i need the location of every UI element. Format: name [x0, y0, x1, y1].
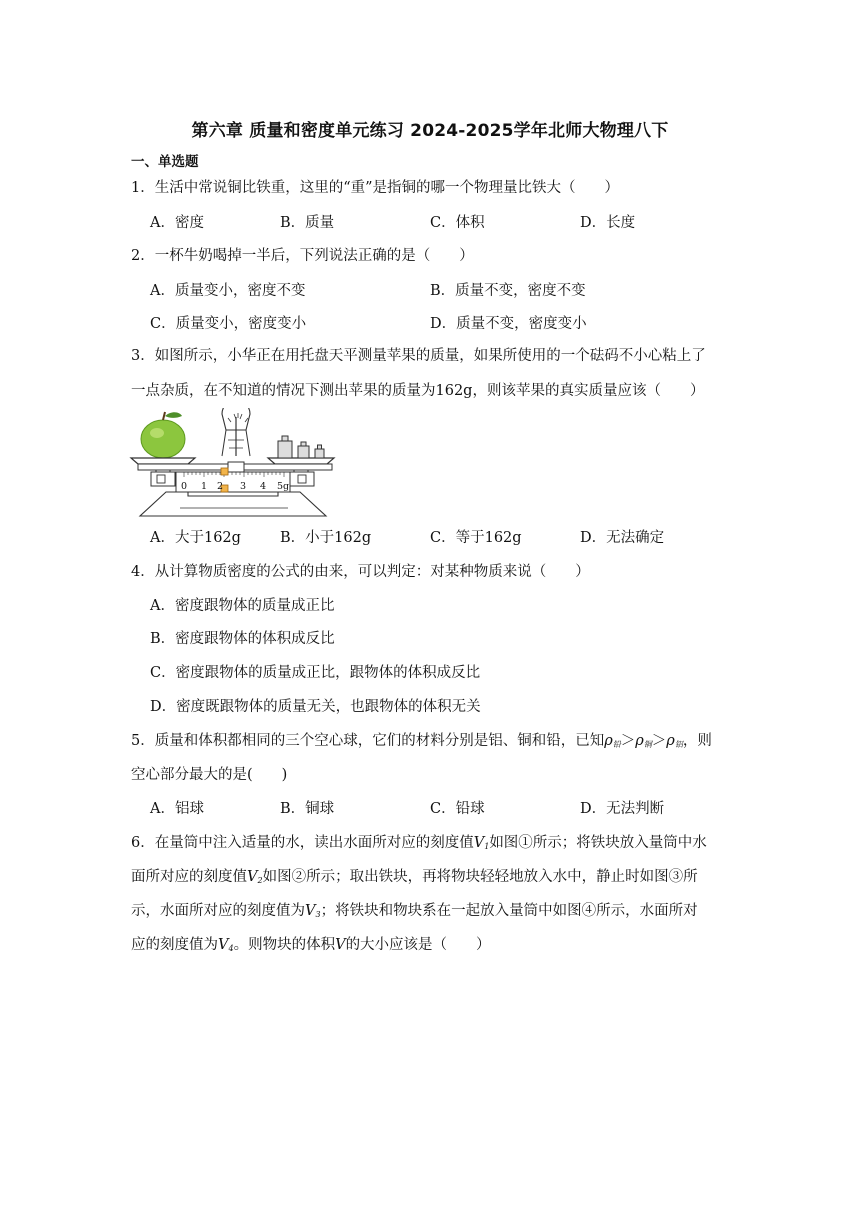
question-6-text: 的大小应该是（ ） — [345, 937, 491, 953]
question-5-stem-prefix: 5．质量和体积都相同的三个空心球，它们的材料分别是铝、铜和铅，已知 — [131, 733, 605, 749]
question-6-text: 。则物块的体积 — [233, 937, 336, 953]
question-4-stem: 4．从计算物质密度的公式的由来，可以判定：对某种物质来说（ ） — [131, 564, 590, 580]
question-5-stem-line-2: 空心部分最大的是( ) — [131, 767, 288, 783]
question-4-option-c[interactable]: C．密度跟物体的质量成正比，跟物体的体积成反比 — [150, 665, 481, 681]
balance-scale-figure — [128, 408, 340, 522]
var-sub: 3 — [315, 910, 321, 919]
rho-sub-copper: 铜 — [643, 740, 652, 749]
question-6-line-2 — [131, 867, 698, 891]
question-6-text: 如图②所示；取出铁块，再将物块轻轻地放入水中，静止时如图③所 — [262, 869, 698, 885]
rho-sub-al: 铝 — [674, 740, 683, 749]
rho-symbol: ρ — [604, 733, 613, 749]
page-title: 第六章 质量和密度单元练习 2024-2025学年北师大物理八下 — [191, 121, 669, 141]
question-1-option-c[interactable]: C．体积 — [430, 215, 485, 231]
var-v: V — [247, 869, 258, 885]
rho-symbol: ρ — [635, 733, 644, 749]
question-6-text: ；将铁块和物块系在一起放入量筒中如图④所示，水面所对 — [320, 903, 698, 919]
question-1-option-b[interactable]: B．质量 — [280, 215, 335, 231]
question-6-text: 6．在量筒中注入适量的水，读出水面所对应的刻度值 — [131, 835, 474, 851]
question-2-stem: 2．一杯牛奶喝掉一半后，下列说法正确的是（ ） — [131, 248, 474, 264]
question-4-option-b[interactable]: B．密度跟物体的体积成反比 — [150, 631, 335, 647]
greater-than: ＞ — [651, 733, 667, 749]
question-1-option-a[interactable]: A．密度 — [150, 215, 204, 231]
question-6-line-4 — [131, 935, 491, 959]
question-3-option-d[interactable]: D．无法确定 — [580, 530, 665, 546]
question-5-stem-line-1 — [131, 731, 712, 755]
question-2-option-b[interactable]: B．质量不变，密度不变 — [430, 283, 586, 299]
var-sub: 2 — [257, 876, 263, 885]
ruler-tick-5g: 5g — [277, 481, 290, 492]
ruler-tick-1: 1 — [201, 481, 208, 492]
section-heading: 一、单选题 — [131, 154, 199, 170]
question-6-line-3 — [131, 901, 698, 925]
question-2-option-d[interactable]: D．质量不变，密度变小 — [430, 316, 587, 332]
question-3-option-c[interactable]: C．等于162g — [430, 530, 522, 546]
ruler-tick-2: 2 — [217, 481, 224, 492]
question-1-stem: 1．生活中常说铜比铁重，这里的“重”是指铜的哪一个物理量比铁大（ ） — [131, 180, 620, 196]
question-6-text: 如图①所示；将铁块放入量筒中水 — [489, 835, 707, 851]
var-v: V — [335, 937, 346, 953]
question-3-stem-line-2: 一点杂质，在不知道的情况下测出苹果的质量为162g，则该苹果的真实质量应该（ ） — [131, 383, 705, 399]
question-4-option-d[interactable]: D．密度既跟物体的质量无关，也跟物体的体积无关 — [150, 699, 481, 715]
question-5-option-c[interactable]: C．铅球 — [430, 801, 485, 817]
question-5-option-a[interactable]: A．铝球 — [150, 801, 204, 817]
question-6-text: 示，水面所对应的刻度值为 — [131, 903, 305, 919]
question-6-text: 应的刻度值为 — [131, 937, 218, 953]
ruler-tick-4: 4 — [260, 481, 267, 492]
rho-sub-lead: 铅 — [612, 740, 621, 749]
ruler-tick-3: 3 — [240, 481, 247, 492]
ruler-tick-0: 0 — [181, 481, 188, 492]
var-v: V — [473, 835, 485, 851]
question-6-line-1 — [131, 833, 707, 857]
question-2-option-a[interactable]: A．质量变小，密度不变 — [150, 283, 306, 299]
question-1-option-d[interactable]: D．长度 — [580, 215, 636, 231]
question-3-option-a[interactable]: A．大于162g — [150, 530, 241, 546]
question-5-option-b[interactable]: B．铜球 — [280, 801, 335, 817]
question-2-option-c[interactable]: C．质量变小，密度变小 — [150, 316, 307, 332]
var-sub: 4 — [228, 944, 234, 953]
question-6-text: 面所对应的刻度值 — [131, 869, 247, 885]
var-sub: 1 — [484, 842, 490, 851]
greater-than: ＞ — [620, 733, 636, 749]
apple-icon — [141, 412, 185, 458]
var-v: V — [305, 903, 316, 919]
question-5-option-d[interactable]: D．无法判断 — [580, 801, 665, 817]
question-5-stem-suffix: ，则 — [682, 733, 712, 749]
question-3-stem-line-1: 3．如图所示，小华正在用托盘天平测量苹果的质量，如果所使用的一个砝码不小心粘上了 — [131, 348, 706, 364]
rho-symbol: ρ — [666, 733, 675, 749]
var-v: V — [218, 937, 229, 953]
weights-icon — [278, 436, 324, 458]
question-3-option-b[interactable]: B．小于162g — [280, 530, 372, 546]
question-4-option-a[interactable]: A．密度跟物体的质量成正比 — [150, 598, 335, 614]
